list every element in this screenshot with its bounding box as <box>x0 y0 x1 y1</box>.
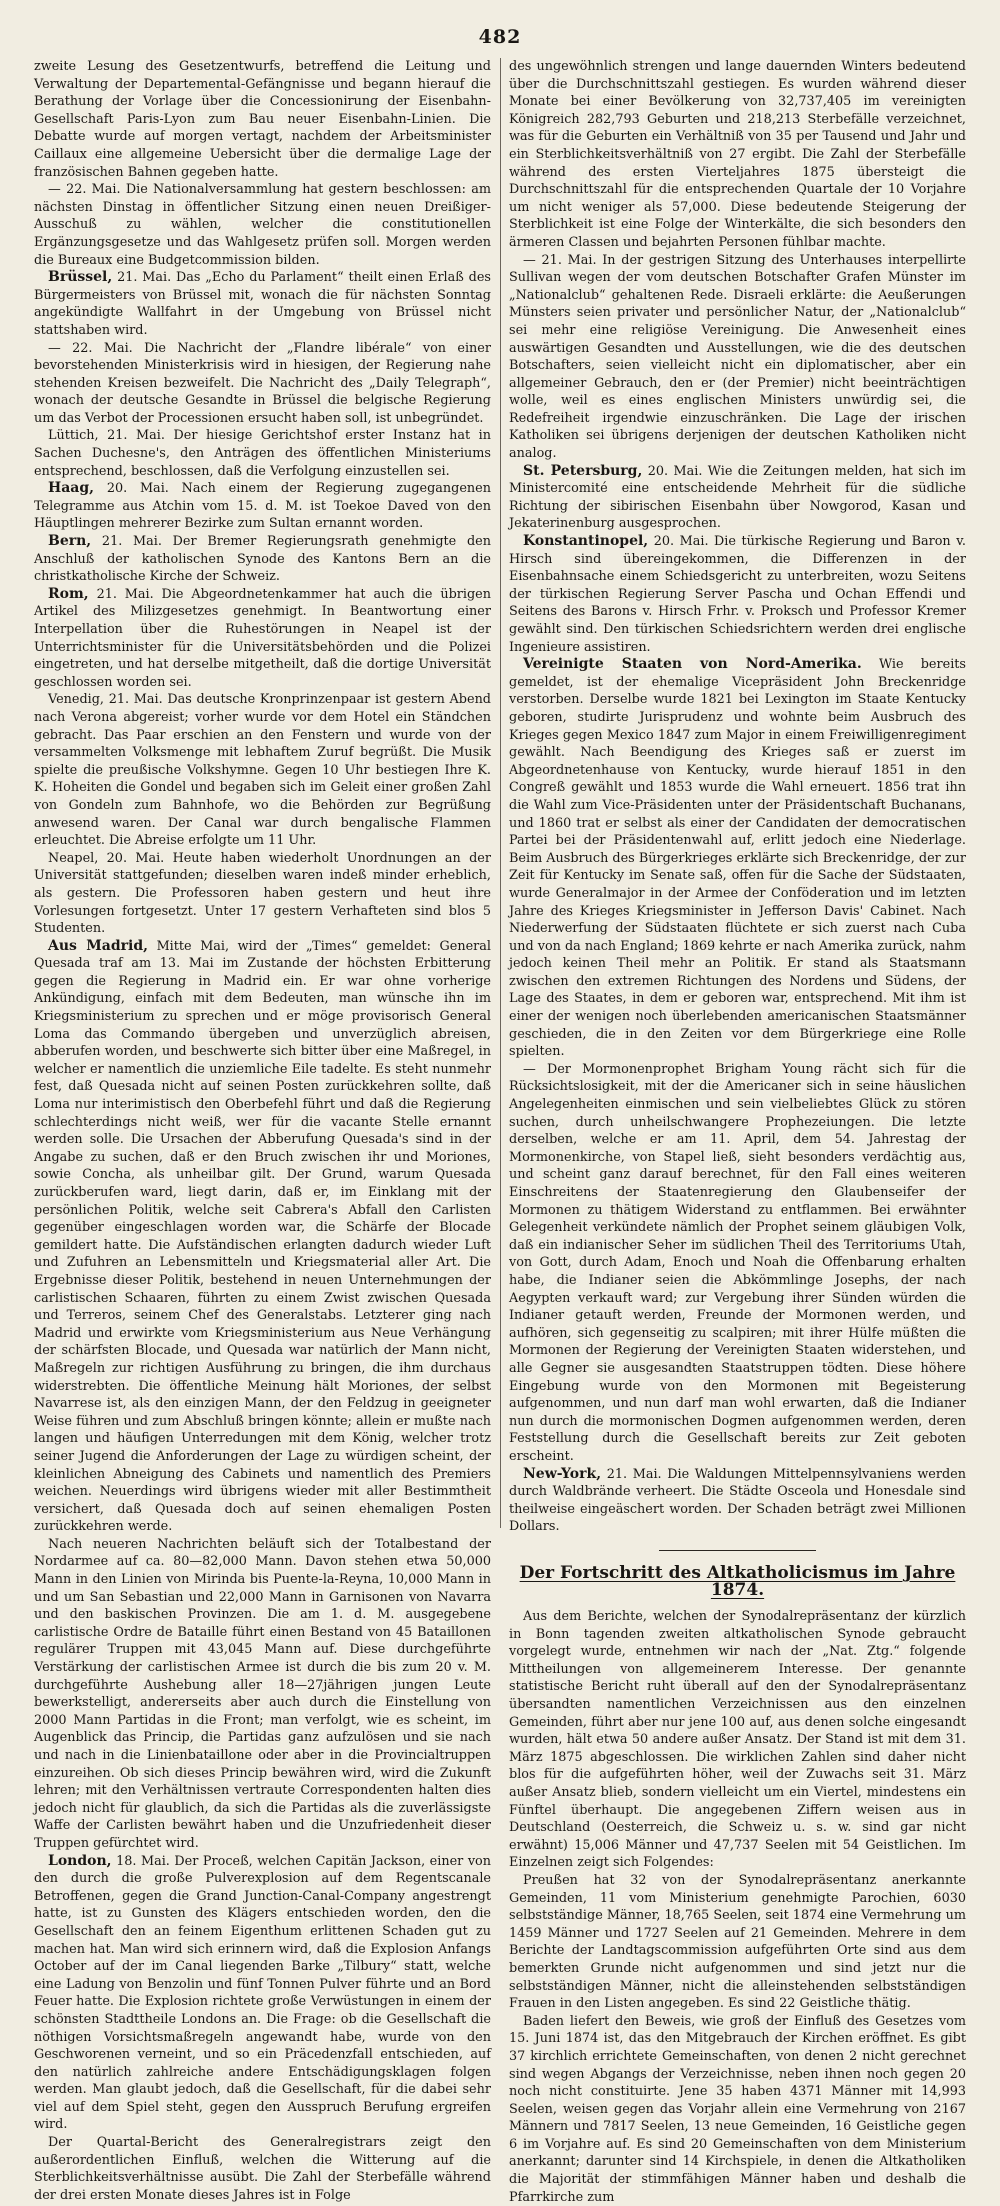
dateline-place: Haag, <box>48 480 95 497</box>
page-number: 482 <box>478 26 522 48</box>
article-paragraph <box>34 2134 491 2204</box>
article-paragraph <box>34 427 491 480</box>
article-text: des ungewöhnlich strengen und lange dauernden Winters bedeutend über die Durchschnittszahl gestiegen. Es wurden während dieser Monate bei einer Bevölkerung von 32,737,405 im vereinigten Königreich 282,793 Geburten und 218,213 Sterbefälle verzeichnet, was für die Geburten ein Verhältniß von 35 per Tausend und Jahr und ein Sterblichkeitsverhältniß von 27 ergibt. Die Zahl der Sterbefälle während des ersten Vierteljahres 1875 übersteigt die Durchschnittszahl für die entsprechenden Quartale der 10 Vorjahre um nicht weniger als 57,000. Diese bedeutende Steigerung der Sterblichkeit ist eine Folge der Winterkälte, die sich besonders den ärmeren Classen und bejahrten Personen fühlbar machte. <box>509 59 966 250</box>
article-paragraph <box>34 269 491 339</box>
dateline-place: St. Petersburg, <box>523 462 643 479</box>
article-text: 21. Mai. Der Bremer Regierungsrath genehmigte den Anschluß der katholischen Synode des Kantons Bern an die christkatholische Kirche der Schweiz. <box>34 534 491 585</box>
article-text: Preußen hat 32 von der Synodalrepräsentanz anerkannte Gemeinden, 11 vom Ministerium genehmigte Parochien, 6030 selbstständige Männer, 18,765 Seelen, seit 1874 eine Vermehrung um 1459 Männer und 1727 Seelen auf 21 Gemeinden. Mehrere in dem Berichte der Landtagscommission aufgeführten Orte sind aus dem bemerkten Grunde nicht aufgenommen und sind jetzt nur die selbstständigen Männer, nicht die alleinstehenden selbstständigen Frauen in den Listen angegeben. Es sind 22 Geistliche thätig. <box>509 1872 966 2012</box>
article-paragraph <box>34 691 491 849</box>
article-paragraph <box>509 1608 966 1872</box>
section-rule <box>659 1550 816 1551</box>
article-paragraph <box>509 1466 966 1536</box>
article-text: Mitte Mai, wird der „Times“ gemeldet: General Quesada traf am 13. Mai im Zustande der höchsten Erbitterung gegen die Regierung in Madrid ein. Er war ohne vorherige Ankündigung, einfach mit dem Bedeuten, man wünsche ihn im Kriegsministerium zu sprechen und er möge provisorisch General Loma das Commando übergeben und unverzüglich abreisen, abberufen worden, und beschwerte sich bitter über eine Maßregel, in welcher er namentlich die unziemliche Eile tadelte. Es steht nunmehr fest, daß Quesada nicht auf seinen Posten zurückkehren sollte, daß Loma nur interimistisch den Oberbefehl führt und daß die Regierung schlechterdings nicht weiß, wer für die vacante Stelle ernannt werden solle. Die Ursachen der Abberufung Quesada's sind in der Angabe zu suchen, daß er den Bruch zwischen ihr und Moriones, sowie Concha, als unheilbar gilt. Der Grund, warum Quesada zurückberufen ward, liegt darin, daß er, im Einklang mit der persönlichen Politik, welche seit Cabrera's Abfall den Carlisten gegenüber eingeschlagen worden war, die Schärfe der Blocade gemildert hatte. Die Aufständischen erlangten dadurch wieder Luft und Zufuhren an Lebensmitteln und Kriegsmaterial aller Art. Die Ergebnisse dieser Politik, bestehend in neuen Unternehmungen der carlistischen Schaaren, führten zu einem Zwist zwischen Quesada und Terreros, seinem Chef des Generalstabs. Letzterer ging nach Madrid und erwirkte vom Kriegsministerium aus Neue Verhängung der schärfsten Blocade, und Quesada war natürlich der Mann nicht, Maßregeln zur richtigen Ausführung zu bringen, die ihm durchaus widerstrebten. Die öffentliche Meinung hält Moriones, der selbst Navarrese ist, als den einzigen Mann, der den Feldzug in geeigneter Weise führen und zum Abschluß bringen könnte; allein er mußte nach langen und häufigen Unterredungen mit dem König, welcher trotz seiner Jugend die Anforderungen der Lage zu würdigen scheint, der kleinlichen Abneigung des Cabinets und namentlich des Premiers weichen. Neuerdings wird übrigens wieder mit aller Bestimmtheit versichert, daß Quesada doch auf seinen ehemaligen Posten zurückkehren werde. <box>34 938 491 1535</box>
article-text: Nach neueren Nachrichten beläuft sich der Totalbestand der Nordarmee auf ca. 80—82,000 Mann. Davon stehen etwa 50,000 Mann in den Linien von Mirinda bis Puente-la-Reyna, 10,000 Mann in und um San Sebastian und 22,000 Mann in Garnisonen von Navarra und den baskischen Provinzen. Die am 1. d. M. ausgegebene carlistische Ordre de Bataille führt einen Bestand von 45 Bataillonen regulärer Truppen mit 43,045 Mann auf. Diese durchgeführte Verstärkung der carlistischen Armee ist durch die bis zum 20 v. M. durchgeführte Aushebung aller 18—27jährigen jungen Leute bewerkstelligt, andererseits aber auch durch die Einstellung von 2000 Mann Partidas in die Front; man verfolgt, wie es scheint, im Augenblick das Princip, die Partidas ganz aufzulösen und sie nach und nach in die Linienbataillone oder aber in die Provincialtruppen einzureihen. Ob sich dieses Princip bewähren wird, wird die Zukunft lehren; mit den Verhältnissen vertraute Correspondenten halten dies jedoch nicht für glaublich, da sich die Partidas als die zuverlässigste Waffe der Carlisten bewährt haben und die Unzufriedenheit dieser Truppen gefürchtet wird. <box>34 1536 491 1851</box>
dateline-place: New-York, <box>523 1465 602 1482</box>
article-text: 18. Mai. Der Proceß, welchen Capitän Jackson, einer von den durch die große Pulverexplosion auf dem Regentscanale Betroffenen, gegen die Grand Junction-Canal-Company angestrengt hatte, ist zu Gunsten des Klägers entschieden worden, den die Gesellschaft den an feinem Eigenthum erlittenen Schaden gut zu machen hat. Man wird sich erinnern wird, daß die Explosion Anfangs October auf der im Canal liegenden Barke „Tilbury“ statt, welche eine Ladung von Benzolin und fünf Tonnen Pulver führte und an Bord Feuer hatte. Die Explosion richtete große Verwüstungen in einem der schönsten Stadttheile Londons an. Die Frage: ob die Gesellschaft die nöthigen Vorsichtsmaßregeln angewandt habe, wurde von den Geschworenen verneint, und so ein Präcedenzfall entschieden, auf den natürlich zahlreiche andere Entschädigungsklagen folgen werden. Man glaubt jedoch, daß die Gesellschaft, für die dabei sehr viel auf dem Spiel steht, gegen den Ausspruch Berufung ergreifen wird. <box>34 1853 491 2133</box>
article-paragraph <box>509 1061 966 1466</box>
columns <box>34 58 967 2205</box>
dateline-place: Rom, <box>48 585 89 602</box>
article-paragraph <box>509 252 966 463</box>
article-paragraph <box>509 533 966 656</box>
article-text: 21. Mai. Die Abgeordnetenkammer hat auch die übrigen Artikel des Milizgesetzes genehmigt. In Beantwortung einer Interpellation über die Ruhestörungen in Neapel ist der Unterrichtsminister für die Universitätsbehörden und die Polizei eingetreten, und hat derselbe mitgetheilt, daß die dortige Universität geschlossen worden sei. <box>34 586 491 690</box>
article-text: zweite Lesung des Gesetzentwurfs, betreffend die Leitung und Verwaltung der Departemental-Gefängnisse und begann hierauf die Berathung der Vorlage über die Concessionirung der Eisenbahn-Gesellschaft Paris-Lyon zum Bau neuer Eisenbahn-Linien. Die Debatte wurde auf morgen vertagt, nachdem der Arbeitsminister Caillaux eine allgemeine Uebersicht über die dermalige Lage der französischen Bahnen gegeben hatte. <box>34 59 491 180</box>
article-paragraph <box>34 533 491 586</box>
article-paragraph <box>34 1853 491 2135</box>
article-paragraph <box>34 480 491 533</box>
article-paragraph <box>34 850 491 938</box>
article-text: 20. Mai. Wie die Zeitungen melden, hat sich im Ministercomité eine entscheidende Mehrheit für die südliche Richtung der sibirischen Eisenbahn über Nowgorod, Kasan und Jekaterinenburg ausgesprochen. <box>509 463 966 532</box>
article-text: Wie bereits gemeldet, ist der ehemalige Vicepräsident John Breckenridge verstorben. Derselbe wurde 1821 bei Lexington im Staate Kentucky geboren, studirte Jurisprudenz und wohnte beim Ausbruch des Krieges gegen Mexico 1847 zum Major in einem Freiwilligenregiment gewählt. Nach Beendigung des Krieges saß er zuerst im Abgeordnetenhause von Kentucky, wurde hierauf 1851 in den Congreß gewählt und 1853 wurde die Wahl erneuert. 1856 trat ihn die Wahl zum Vice-Präsidenten unter der Präsidentschaft Buchanans, und 1860 trat er selbst als einer der Candidaten der democratischen Partei bei der Präsidentenwahl auf, erlitt jedoch eine Niederlage. Beim Ausbruch des Bürgerkrieges erklärte sich Breckenridge, der zur Zeit für Kentucky im Senate saß, offen für die Sache der Südstaaten, wurde Generalmajor in der Armee der Conföderation und im letzten Jahre des Krieges Kriegsminister in Jefferson Davis' Cabinet. Nach Niederwerfung der Südstaaten flüchtete er sich zuerst nach Cuba und von da nach England; 1869 kehrte er nach Amerika zurück, nahm jedoch keinen Theil mehr an Politik. Er stand als Staatsmann zwischen den extremen Richtungen des Nordens und Südens, der Lage des Staates, in dem er geboren war, entsprechend. Mit ihm ist einer der wenigen noch überlebenden americanischen Staatsmänner geschieden, die in den Zeiten vor dem Bürgerkriege eine Rolle spielten. <box>509 657 967 1060</box>
article-paragraph <box>509 1872 966 2013</box>
article-text: Lüttich, 21. Mai. Der hiesige Gerichtshof erster Instanz hat in Sachen Duchesne's, den Anträgen des öffentlichen Ministeriums entsprechend, beschlossen, daß die Verfolgung einzustellen sei. <box>34 428 491 479</box>
article-paragraph <box>509 58 966 252</box>
left-column <box>34 58 491 2203</box>
article-paragraph <box>34 1536 491 1853</box>
article-text: — Der Mormonenprophet Brigham Young rächt sich für die Rücksichtslosigkeit, mit der die Americaner sich in seine häuslichen Angelegenheiten einmischen und sein vielbeliebtes Glück zu stören suchen, durch unheilschwangere Prophezeiungen. Die letzte derselben, welche er am 11. April, dem 54. Jahrestag der Mormonenkirche, von Stapel ließ, sieht besonders verdächtig aus, und scheint ganz darauf berechnet, für den Fall eines weiteren Einschreitens der Staatenregierung den Glaubenseifer der Mormonen zu thätigem Widerstand zu entflammen. Bei erwähnter Gelegenheit verkündete nämlich der Prophet seinem gläubigen Volk, daß ein indianischer Seher im südlichen Theil des Territoriums Utah, von Gott, durch Adam, Enoch und Noah die Offenbarung erhalten habe, die Indianer seien die Abkömmlinge Josephs, der nach Aegypten verkauft ward; zur Vergebung ihrer Sünden würden die Indianer getauft werden, Freunde der Mormonen werden, und aufhören, sich gegenseitig zu scalpiren; mit ihrer Hülfe müßten die Mormonen der Regierung der Vereinigten Staaten widerstehen, und alle Gegner sie ausgesandten Staatstruppen tödten. Diese höhere Eingebung wurde von den Mormonen mit Begeisterung aufgenommen, und nun darf man wohl erwarten, daß die Indianer nun durch die mormonischen Dogmen aufgenommen werden, deren Feststellung durch die Gesellschaft bereits zur Zeit geboten erscheint. <box>509 1061 966 1464</box>
article-text: 21. Mai. Das „Echo du Parlament“ theilt einen Erlaß des Bürgermeisters von Brüssel mit, wonach die für nächsten Sonntag angekündigte Wallfahrt in der Umgebung von Brüssel nicht stattshaben wird. <box>34 270 491 338</box>
article-text: Aus dem Berichte, welchen der Synodalrepräsentanz der kürzlich in Bonn tagenden zweiten altkatholischen Synode gebraucht vorgelegt wurde, entnehmen wir nach der „Nat. Ztg.“ folgende Mittheilungen von allgemeinerem Interesse. Der genannte statistische Bericht ruht überall auf den der Synodalrepräsentanz übersandten namentlichen Verzeichnissen aus den einzelnen Gemeinden, führt aber nur jene 100 auf, aus denen solche eingesandt wurden, hält etwa 50 andere außer Ansatz. Der Stand ist mit dem 31. März 1875 abgeschlossen. Die wirklichen Zahlen sind daher nicht blos für die aufgeführten höher, weil der Zuwachs seit 31. März außer Ansatz blieb, sondern vielleicht um ein Viertel, mindestens ein Fünftel überhaupt. Die angegebenen Ziffern weisen aus in Deutschland (Oesterreich, die Schweiz u. s. w. sind gar nicht erwähnt) 15,006 Männer und 47,737 Seelen mit 54 Geistlichen. Im Einzelnen zeigt sich Folgendes: <box>509 1609 966 1871</box>
article-text: Venedig, 21. Mai. Das deutsche Kronprinzenpaar ist gestern Abend nach Verona abgereist; vorher wurde vor dem Hotel ein Ständchen gebracht. Das Paar erschien an den Fenstern und wurde von der versammelten Volksmenge mit lebhaftem Zuruf begrüßt. Die Musik spielte die preußische Volkshymne. Gegen 10 Uhr bestiegen Ihre K. K. Hoheiten die Gondel und begaben sich im Geleit einer großen Zahl von Gondeln zum Bahnhofe, wo die Behörden zur Begrüßung anwesend waren. Der Canal war durch bengalische Flammen erleuchtet. Die Abreise erfolgte um 11 Uhr. <box>34 692 491 849</box>
article-paragraph <box>509 656 966 1061</box>
article-paragraph <box>34 586 491 692</box>
article-text: Der Quartal-Bericht des Generalregistrars zeigt den außerordentlichen Einfluß, welchen die Witterung auf die Sterblichkeitsverhältnisse ausübt. Die Zahl der Sterbefälle während der drei ersten Monate dieses Jahres ist in Folge <box>34 2135 491 2203</box>
article-paragraph <box>34 181 491 269</box>
article-paragraph <box>34 58 491 181</box>
article-text: — 22. Mai. Die Nationalversammlung hat gestern beschlossen: am nächsten Dinstag in öffentlicher Sitzung einen neuen Dreißiger-Ausschuß zu wählen, welcher die constitutionellen Ergänzungsgesetze und das Wahlgesetz prüfen soll. Morgen werden die Bureaux eine Budgetcommission bilden. <box>34 182 491 268</box>
article-paragraph <box>34 938 491 1536</box>
dateline-place: Bern, <box>48 533 92 550</box>
dateline-place: Aus Madrid, <box>48 937 149 954</box>
dateline-place: Konstantinopel, <box>523 533 649 550</box>
article-text: — 22. Mai. Die Nachricht der „Flandre libérale“ von einer bevorstehenden Ministerkrisis wird in hiesigen, der Regierung nahe stehenden Kreisen bezweifelt. Die Nachricht des „Daily Telegraph“, wonach der deutsche Gesandte in Brüssel die belgische Regierung um das Verbot der Processionen ersucht haben soll, ist unbegründet. <box>34 340 491 426</box>
dateline-place: Brüssel, <box>48 269 113 286</box>
right-column <box>509 58 967 2205</box>
article-paragraph <box>509 463 966 533</box>
article-paragraph <box>509 2013 966 2206</box>
dateline-place: Vereinigte Staaten von Nord-Amerika. <box>523 656 862 673</box>
article-text: Neapel, 20. Mai. Heute haben wiederholt Unordnungen an der Universität stattgefunden; dieselben waren indeß minder erheblich, als gestern. Die Professoren haben gestern und heut ihre Vorlesungen fortgesetzt. Unter 17 gestern Verhafteten sind blos 5 Studenten. <box>34 850 491 937</box>
dateline-place: London, <box>48 1852 112 1869</box>
section-title: Der Fortschritt des Altkatholicismus im Jahre 1874. <box>519 1562 956 1601</box>
article-paragraph <box>34 340 491 428</box>
article-text: Baden liefert den Beweis, wie groß der Einfluß des Gesetzes vom 15. Juni 1874 ist, das den Mitgebrauch der Kirchen eröffnet. Es gibt 37 kirchlich errichtete Gemeinschaften, von denen 2 nicht gerechnet sind wegen Abgangs der Verzeichnisse, neben ihnen noch gegen 20 noch nicht constituirte. Jene 35 haben 4371 Männer mit 14,993 Seelen, weisen gegen das Vorjahr allein eine Vermehrung von 2167 Männern und 7817 Seelen, 13 neue Gemeinden, 16 Geistliche gegen 6 im Vorjahre auf. Es sind 20 Gemeinschaften von dem Ministerium anerkannt; darunter sind 14 Kirchspiele, in denen die Altkatholiken die Majorität der stimmfähigen Männer haben und deshalb die Pfarrkirche zum <box>509 2013 966 2205</box>
article-text: 20. Mai. Die türkische Regierung und Baron v. Hirsch sind übereingekommen, die Differenzen in der Eisenbahnsache einem Schiedsgericht zu unterbreiten, wozu Seitens der türkischen Regierung Server Pascha und Ochan Effendi und Seitens des Barons v. Hirsch Frhr. v. Proksch und Professor Kremer gewählt sind. Den türkischen Schiedsrichtern werden drei englische Ingenieure assistiren. <box>509 534 966 655</box>
article-text: — 21. Mai. In der gestrigen Sitzung des Unterhauses interpellirte Sullivan wegen der vom deutschen Botschafter Grafen Münster im „Nationalclub“ gehaltenen Rede. Disraeli erklärte: die Aeußerungen Münsters seien privater und persönlicher Natur, der „Nationalclub“ sei mehr eine religiöse Vereinigung. Die Anwesenheit eines auswärtigen Gesandten und Ausstellungen, wie die des deutschen Botschafters, seien vielleicht nicht ein diplomatischer, aber ein allgemeiner Gebrauch, den er (der Premier) nicht beeinträchtigen wolle, weil es eines englischen Ministers unwürdig sei, die Redefreiheit irgendwie einzuschränken. Die Lage der irischen Katholiken sei übrigens derjenigen der deutschen Katholiken nicht analog. <box>509 252 966 462</box>
article-text: 21. Mai. Die Waldungen Mittelpennsylvaniens werden durch Waldbrände verheert. Die Städte Osceola und Honesdale sind theilweise eingeäschert worden. Der Schaden beträgt zwei Millionen Dollars. <box>509 1466 966 1535</box>
article-text: 20. Mai. Nach einem der Regierung zugegangenen Telegramme aus Atchin vom 15. d. M. ist Toekoe Daved von den Häuptlingen mehrerer Bezirke zum Sultan ernannt worden. <box>34 481 491 532</box>
